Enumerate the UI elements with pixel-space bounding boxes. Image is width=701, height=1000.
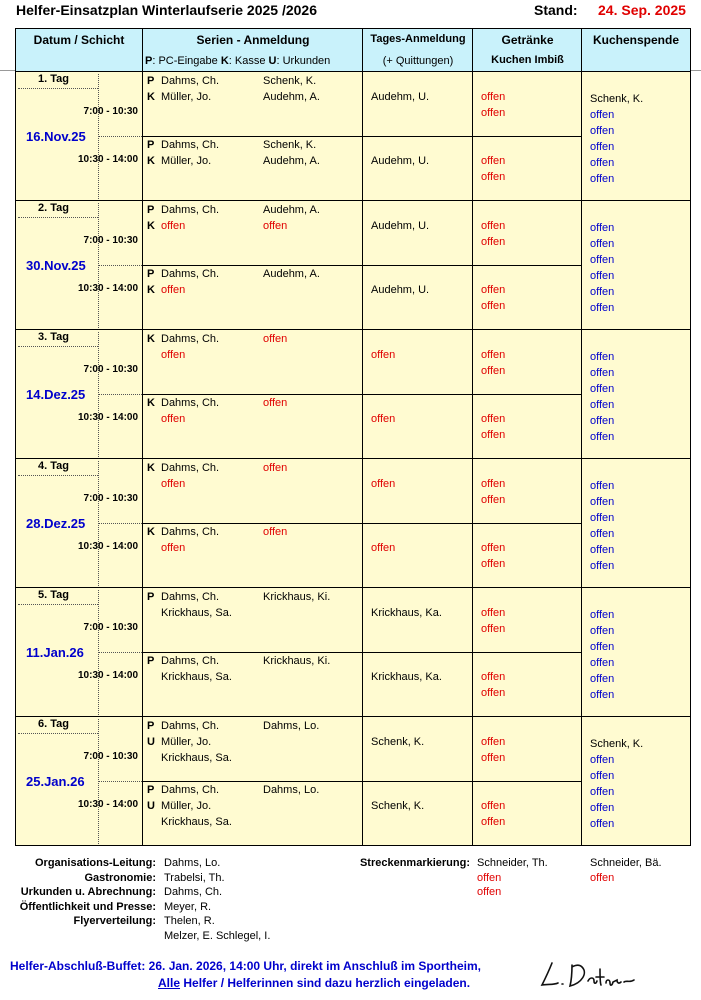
helper-name: Krickhaus, Sa. xyxy=(161,816,232,828)
getraenke-helper: offen xyxy=(481,171,506,183)
getraenke-helper: offen xyxy=(481,478,506,490)
footer-role-value: Thelen, R. xyxy=(164,915,215,927)
buffet-note xyxy=(10,958,481,992)
role-key: K xyxy=(147,220,155,232)
kuchen-entry: offen xyxy=(590,141,615,153)
shift-time: 7:00 - 10:30 xyxy=(83,235,138,246)
helper-name: Dahms, Ch. xyxy=(161,333,220,345)
helper-name: Dahms, Ch. xyxy=(161,75,220,87)
role-key: K xyxy=(147,333,155,345)
kuchen-entry: offen xyxy=(590,125,615,137)
helper-name: Krickhaus, Sa. xyxy=(161,671,232,683)
getraenke-helper: offen xyxy=(481,736,506,748)
shift-time: 10:30 - 14:00 xyxy=(78,541,139,552)
day-divider xyxy=(16,716,690,717)
time-divider xyxy=(98,136,142,137)
day-divider xyxy=(16,587,690,588)
kuchen-entry: Schenk, K. xyxy=(590,738,644,750)
getraenke-helper: offen xyxy=(481,542,506,554)
getraenke-helper: offen xyxy=(481,300,506,312)
role-key: K xyxy=(147,284,155,296)
header-serien: Serien - Anmeldung xyxy=(196,33,310,47)
kuchen-entry: offen xyxy=(590,786,615,798)
getraenke-helper: offen xyxy=(481,623,506,635)
strecken-helper: offen xyxy=(477,886,502,898)
signature-icon xyxy=(538,955,648,995)
kuchen-entry: offen xyxy=(590,544,615,556)
helper-name: Müller, Jo. xyxy=(161,91,212,103)
kuchen-entry: offen xyxy=(590,641,615,653)
getraenke-helper: offen xyxy=(481,800,506,812)
kuchen-entry: offen xyxy=(590,238,615,250)
kuchen-entry: offen xyxy=(590,270,615,282)
strecken-helper: Schneider, Th. xyxy=(477,857,548,869)
kuchen-entry: offen xyxy=(590,560,615,572)
day-date: 11.Jan.26 xyxy=(26,645,84,660)
kuchen-entry: offen xyxy=(590,383,615,395)
time-divider xyxy=(98,781,142,782)
helper-name: Audehm, A. xyxy=(263,204,320,216)
getraenke-helper: offen xyxy=(481,284,506,296)
kuchen-entry: offen xyxy=(590,496,615,508)
getraenke-helper: offen xyxy=(481,816,506,828)
day-tag: 2. Tag xyxy=(38,202,69,214)
helper-name: offen xyxy=(161,220,186,232)
getraenke-helper: offen xyxy=(481,155,506,167)
column-divider xyxy=(472,29,473,845)
signature xyxy=(538,955,648,998)
kuchen-entry: offen xyxy=(590,770,615,782)
helper-name: Müller, Jo. xyxy=(161,155,212,167)
legend-k: K xyxy=(220,55,229,67)
shift-divider xyxy=(142,136,581,137)
tag-underline xyxy=(18,475,98,476)
role-key: P xyxy=(147,784,155,796)
buffet-alle: Alle xyxy=(158,976,181,990)
kuchen-entry: offen xyxy=(590,818,615,830)
header-getraenke: Getränke xyxy=(501,33,554,47)
kuchen-entry: offen xyxy=(590,367,615,379)
helper-name: Dahms, Lo. xyxy=(263,720,320,732)
buffet-text: 26. Jan. 2026, 14:00 Uhr, direkt im Anschluß im Sportheim, xyxy=(148,959,482,973)
time-divider xyxy=(98,523,142,524)
helper-name: offen xyxy=(161,413,186,425)
header-kuchen: Kuchenspende xyxy=(592,33,679,47)
time-divider xyxy=(98,652,142,653)
shift-time: 7:00 - 10:30 xyxy=(83,751,138,762)
helper-name: Schenk, K. xyxy=(263,75,317,87)
helper-name: Dahms, Ch. xyxy=(161,462,220,474)
time-divider xyxy=(98,394,142,395)
day-tag: 5. Tag xyxy=(38,589,69,601)
shift-time: 7:00 - 10:30 xyxy=(83,493,138,504)
buffet-line-2 xyxy=(10,975,481,992)
rule xyxy=(0,70,15,71)
buffet-text-2: Helfer / Helferinnen sind dazu herzlich eingeladen. xyxy=(180,976,471,990)
tages-helper: offen xyxy=(371,413,396,425)
tag-underline xyxy=(18,346,98,347)
role-key: P xyxy=(147,139,155,151)
header-getraenke-sub: Kuchen Imbiß xyxy=(491,54,564,66)
getraenke-helper: offen xyxy=(481,413,506,425)
column-divider xyxy=(581,29,582,845)
kuchen-entry: offen xyxy=(590,625,615,637)
day-date: 30.Nov.25 xyxy=(26,258,86,273)
role-key: K xyxy=(147,91,155,103)
footer-role-label: Flyerverteilung: xyxy=(73,915,156,927)
role-key: P xyxy=(147,720,155,732)
role-key: U xyxy=(147,736,155,748)
getraenke-helper: offen xyxy=(481,558,506,570)
getraenke-helper: offen xyxy=(481,236,506,248)
role-key: P xyxy=(147,268,155,280)
legend-u-text: : Urkunden xyxy=(276,55,331,67)
kuchen-entry: offen xyxy=(590,512,615,524)
helper-name: Dahms, Ch. xyxy=(161,720,220,732)
kuchen-entry: offen xyxy=(590,802,615,814)
day-tag: 6. Tag xyxy=(38,718,69,730)
header-serien-legend xyxy=(145,54,330,68)
role-key: K xyxy=(147,526,155,538)
day-date: 28.Dez.25 xyxy=(26,516,86,531)
role-key: P xyxy=(147,204,155,216)
role-key: U xyxy=(147,800,155,812)
kuchen-entry: offen xyxy=(590,286,615,298)
footer-role-label: Öffentlichkeit und Presse: xyxy=(19,900,156,913)
getraenke-helper: offen xyxy=(481,107,506,119)
legend-p-text: : PC-Eingabe xyxy=(152,55,221,67)
getraenke-helper: offen xyxy=(481,91,506,103)
shift-time: 10:30 - 14:00 xyxy=(78,154,139,165)
day-date: 16.Nov.25 xyxy=(26,129,86,144)
helper-name: Müller, Jo. xyxy=(161,800,212,812)
kuchen-entry: offen xyxy=(590,431,615,443)
helper-name: Dahms, Ch. xyxy=(161,655,220,667)
kuchen-entry: offen xyxy=(590,157,615,169)
tag-underline xyxy=(18,217,98,218)
getraenke-helper: offen xyxy=(481,671,506,683)
helper-name: offen xyxy=(161,284,186,296)
tag-underline xyxy=(18,604,98,605)
helper-name: Krickhaus, Ki. xyxy=(263,655,331,667)
tages-helper: Schenk, K. xyxy=(371,736,425,748)
tages-helper: offen xyxy=(371,542,396,554)
day-date: 14.Dez.25 xyxy=(26,387,86,402)
getraenke-helper: offen xyxy=(481,494,506,506)
kuchen-entry: offen xyxy=(590,222,615,234)
header-datum: Datum / Schicht xyxy=(33,33,125,47)
tag-underline xyxy=(18,88,98,89)
tages-helper: Audehm, U. xyxy=(371,284,430,296)
helper-name: offen xyxy=(161,542,186,554)
kuchen-entry: offen xyxy=(590,673,615,685)
helper-name: Dahms, Ch. xyxy=(161,204,220,216)
kuchen-entry: offen xyxy=(590,415,615,427)
role-key: P xyxy=(147,591,155,603)
legend-k-text: : Kasse xyxy=(228,55,269,67)
shift-time: 10:30 - 14:00 xyxy=(78,670,139,681)
footer-role-value: Dahms, Ch. xyxy=(164,886,223,898)
footer-role-value: Melzer, E. Schlegel, I. xyxy=(164,929,271,942)
helper-name: Audehm, A. xyxy=(263,91,320,103)
helper-name: offen xyxy=(263,526,288,538)
strecken-helper: offen xyxy=(477,871,502,884)
legend-p: P xyxy=(145,55,153,67)
role-key: K xyxy=(147,155,155,167)
helper-name: offen xyxy=(263,333,288,345)
kuchen-entry: offen xyxy=(590,754,615,766)
legend-u: U xyxy=(268,55,277,67)
tag-underline xyxy=(18,733,98,734)
kuchen-entry: offen xyxy=(590,528,615,540)
kuchen-entry: Schenk, K. xyxy=(590,93,644,105)
helper-name: Müller, Jo. xyxy=(161,736,212,748)
schedule-table xyxy=(15,28,691,846)
shift-time: 7:00 - 10:30 xyxy=(83,364,138,375)
tages-helper: Schenk, K. xyxy=(371,800,425,812)
helper-name: offen xyxy=(161,349,186,361)
header-tages-sub: (+ Quittungen) xyxy=(382,55,454,67)
shift-time: 7:00 - 10:30 xyxy=(83,622,138,633)
table-header xyxy=(16,29,690,72)
buffet-label: Helfer-Abschluß-Buffet: xyxy=(10,959,146,973)
helper-name: Dahms, Ch. xyxy=(161,139,220,151)
role-key: P xyxy=(147,75,155,87)
tages-helper: Krickhaus, Ka. xyxy=(371,671,442,683)
getraenke-helper: offen xyxy=(481,752,506,764)
helper-name: Dahms, Ch. xyxy=(161,784,220,796)
strecken-helper: offen xyxy=(590,871,615,884)
getraenke-helper: offen xyxy=(481,220,506,232)
helper-name: Dahms, Ch. xyxy=(161,526,220,538)
day-tag: 1. Tag xyxy=(38,73,69,85)
getraenke-helper: offen xyxy=(481,349,506,361)
footer-role-value: Dahms, Lo. xyxy=(164,857,221,869)
footer-role-value: Trabelsi, Th. xyxy=(164,871,225,884)
helper-name: offen xyxy=(263,220,288,232)
shift-divider xyxy=(142,781,581,782)
role-key: K xyxy=(147,462,155,474)
getraenke-helper: offen xyxy=(481,687,506,699)
tages-helper: offen xyxy=(371,478,396,490)
tages-helper: offen xyxy=(371,349,396,361)
tages-helper: Audehm, U. xyxy=(371,91,430,103)
kuchen-entry: offen xyxy=(590,609,615,621)
footer-role-label: Urkunden u. Abrechnung: xyxy=(20,886,156,898)
kuchen-entry: offen xyxy=(590,689,615,701)
kuchen-entry: offen xyxy=(590,480,615,492)
day-tag: 3. Tag xyxy=(38,331,69,343)
shift-divider xyxy=(142,394,581,395)
column-divider xyxy=(142,29,143,845)
buffet-line-1 xyxy=(10,958,481,975)
helper-name: Audehm, A. xyxy=(263,155,320,167)
getraenke-helper: offen xyxy=(481,365,506,377)
day-tag: 4. Tag xyxy=(38,460,69,472)
day-divider xyxy=(16,329,690,330)
helper-name: Dahms, Lo. xyxy=(263,784,320,796)
kuchen-entry: offen xyxy=(590,657,615,669)
helper-name: Dahms, Ch. xyxy=(161,591,220,603)
kuchen-entry: offen xyxy=(590,351,615,363)
helper-name: Audehm, A. xyxy=(263,268,320,280)
role-key: P xyxy=(147,655,155,667)
helper-name: offen xyxy=(263,462,288,474)
tages-helper: Audehm, U. xyxy=(371,220,430,232)
helper-name: Krickhaus, Ki. xyxy=(263,591,331,603)
kuchen-entry: offen xyxy=(590,109,615,121)
stand-label: Stand: xyxy=(534,2,578,18)
shift-time: 10:30 - 14:00 xyxy=(78,799,139,810)
page-title: Helfer-Einsatzplan Winterlaufserie 2025 /2026 xyxy=(16,2,317,18)
tages-helper: Audehm, U. xyxy=(371,155,430,167)
strecken-label: Streckenmarkierung: xyxy=(359,857,470,869)
helper-name: Dahms, Ch. xyxy=(161,397,220,409)
stand-date: 24. Sep. 2025 xyxy=(598,2,686,18)
role-key: K xyxy=(147,397,155,409)
footer-role-label: Organisations-Leitung: xyxy=(35,857,156,869)
tages-helper: Krickhaus, Ka. xyxy=(371,607,442,619)
day-date: 25.Jan.26 xyxy=(26,774,85,789)
shift-divider xyxy=(142,523,581,524)
helper-name: Dahms, Ch. xyxy=(161,268,220,280)
strecken-helper: Schneider, Bä. xyxy=(590,857,662,869)
column-divider xyxy=(362,29,363,845)
time-divider xyxy=(98,265,142,266)
rule xyxy=(691,70,701,71)
shift-time: 10:30 - 14:00 xyxy=(78,283,139,294)
helper-name: Krickhaus, Sa. xyxy=(161,752,232,764)
day-divider xyxy=(16,200,690,201)
footer-role-label: Gastronomie: xyxy=(84,871,156,884)
getraenke-helper: offen xyxy=(481,429,506,441)
header-tages: Tages-Anmeldung xyxy=(370,33,466,45)
kuchen-entry: offen xyxy=(590,399,615,411)
shift-time: 10:30 - 14:00 xyxy=(78,412,139,423)
day-divider xyxy=(16,458,690,459)
helper-name: Krickhaus, Sa. xyxy=(161,607,232,619)
kuchen-entry: offen xyxy=(590,302,615,314)
getraenke-helper: offen xyxy=(481,607,506,619)
kuchen-entry: offen xyxy=(590,173,615,185)
helper-name: Schenk, K. xyxy=(263,139,317,151)
helper-name: offen xyxy=(263,397,288,409)
shift-time: 7:00 - 10:30 xyxy=(83,106,138,117)
footer-role-value: Meyer, R. xyxy=(164,900,212,913)
shift-divider xyxy=(142,265,581,266)
shift-divider xyxy=(142,652,581,653)
kuchen-entry: offen xyxy=(590,254,615,266)
helper-name: offen xyxy=(161,478,186,490)
